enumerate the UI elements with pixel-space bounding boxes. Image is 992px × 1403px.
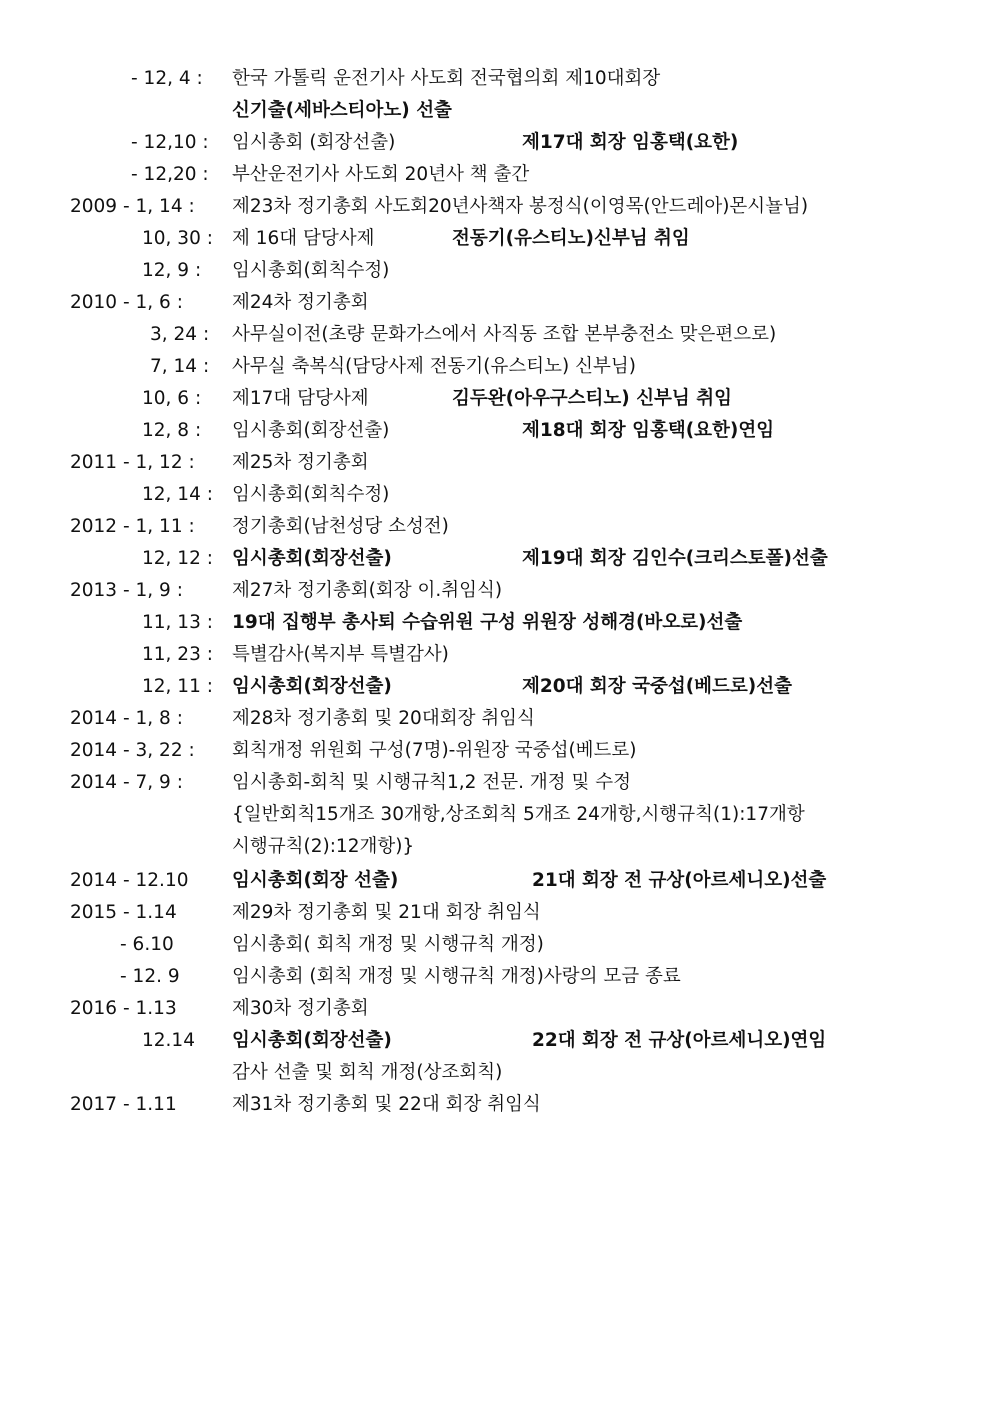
entry-date: - 12. 9	[120, 966, 180, 987]
entry-text: 임시총회(회장 선출)	[232, 870, 399, 891]
entry-text: 임시총회(회장선출)	[232, 420, 390, 441]
entry-date: 2014 - 1, 8 :	[70, 708, 183, 729]
entry-text: 제25차 정기총회	[232, 452, 369, 473]
entry-highlight: 제20대 회장 국중섭(베드로)선출	[522, 676, 792, 697]
entry-text: 감사 선출 및 회칙 개정(상조회칙)	[232, 1062, 503, 1083]
entry-highlight: 김두완(아우구스티노) 신부님 취임	[452, 388, 732, 409]
entry-date: 12, 8 :	[142, 420, 202, 441]
entry-highlight: 전동기(유스티노)신부님 취임	[452, 228, 690, 249]
entry-date: 2014 - 12.10	[70, 870, 189, 891]
entry-date: 2009 - 1, 14 :	[70, 196, 195, 217]
entry-date: 2014 - 3, 22 :	[70, 740, 195, 761]
entry-text: 임시총회 (회칙 개정 및 시행규칙 개정)사랑의 모금 종료	[232, 966, 681, 987]
entry-text: {일반회칙15개조 30개항,상조회칙 5개조 24개항,시행규칙(1):17개항	[232, 804, 805, 825]
entry-text: 임시총회 (회장선출)	[232, 132, 396, 153]
entry-text: 제30차 정기총회	[232, 998, 369, 1019]
entry-date: 2011 - 1, 12 :	[70, 452, 195, 473]
entry-text: 제27차 정기총회(회장 이.취임식)	[232, 580, 503, 601]
entry-text: 제31차 정기총회 및 22대 회장 취임식	[232, 1094, 541, 1115]
entry-date: 7, 14 :	[150, 356, 210, 377]
entry-date: - 6.10	[120, 934, 174, 955]
entry-date: 12, 11 :	[142, 676, 213, 697]
entry-text: 회칙개정 위원회 구성(7명)-위원장 국중섭(베드로)	[232, 740, 637, 761]
entry-text: 19대 집행부 총사퇴 수습위원 구성 위원장 성해경(바오로)선출	[232, 612, 743, 633]
entry-date: - 12,20 :	[131, 164, 209, 185]
entry-text: 제 16대 담당사제	[232, 228, 375, 249]
entry-date: 3, 24 :	[150, 324, 210, 345]
entry-text: 임시총회(회칙수정)	[232, 484, 390, 505]
entry-text: 임시총회-회칙 및 시행규칙1,2 전문. 개정 및 수정	[232, 772, 631, 793]
entry-date: 2016 - 1.13	[70, 998, 177, 1019]
entry-date: 12, 14 :	[142, 484, 213, 505]
entry-date: 10, 30 :	[142, 228, 213, 249]
entry-text: 시행규칙(2):12개항)}	[232, 836, 415, 857]
entry-date: - 12, 4 :	[131, 68, 203, 89]
entry-date: 2012 - 1, 11 :	[70, 516, 195, 537]
entry-date: 2013 - 1, 9 :	[70, 580, 183, 601]
entry-text: 임시총회(회장선출)	[232, 1030, 392, 1051]
entry-date: 11, 23 :	[142, 644, 213, 665]
entry-date: 12.14	[142, 1030, 195, 1051]
entry-highlight: 22대 회장 전 규상(아르세니오)연임	[532, 1030, 827, 1051]
entry-text: 제23차 정기총회 사도회20년사책자 봉정식(이영목(안드레아)몬시뇰님)	[232, 196, 809, 217]
entry-date: 2010 - 1, 6 :	[70, 292, 183, 313]
entry-date: 2014 - 7, 9 :	[70, 772, 183, 793]
entry-text: 한국 가톨릭 운전기사 사도회 전국협의회 제10대회장	[232, 68, 661, 89]
entry-date: - 12,10 :	[131, 132, 209, 153]
entry-text: 특별감사(복지부 특별감사)	[232, 644, 449, 665]
entry-date: 12, 12 :	[142, 548, 213, 569]
entry-highlight: 제18대 회장 임홍택(요한)연임	[522, 420, 775, 441]
entry-text: 제29차 정기총회 및 21대 회장 취임식	[232, 902, 541, 923]
entry-highlight: 제17대 회장 임홍택(요한)	[522, 132, 739, 153]
entry-text: 제17대 담당사제	[232, 388, 369, 409]
entry-text: 신기출(세바스티아노) 선출	[232, 100, 452, 121]
entry-text: 제28차 정기총회 및 20대회장 취임식	[232, 708, 535, 729]
entry-date: 10, 6 :	[142, 388, 202, 409]
entry-highlight: 21대 회장 전 규상(아르세니오)선출	[532, 870, 827, 891]
entry-text: 제24차 정기총회	[232, 292, 369, 313]
entry-text: 임시총회( 회칙 개정 및 시행규칙 개정)	[232, 934, 544, 955]
entry-date: 11, 13 :	[142, 612, 213, 633]
entry-date: 2015 - 1.14	[70, 902, 177, 923]
entry-date: 2017 - 1.11	[70, 1094, 177, 1115]
entry-text: 사무실 축복식(담당사제 전동기(유스티노) 신부님)	[232, 356, 636, 377]
entry-text: 정기총회(남천성당 소성전)	[232, 516, 449, 537]
entry-text: 부산운전기사 사도회 20년사 책 출간	[232, 164, 530, 185]
entry-date: 12, 9 :	[142, 260, 202, 281]
entry-highlight: 제19대 회장 김인수(크리스토폴)선출	[522, 548, 828, 569]
entry-text: 사무실이전(초량 문화가스에서 사직동 조합 본부충전소 맞은편으로)	[232, 324, 777, 345]
entry-text: 임시총회(회장선출)	[232, 676, 392, 697]
entry-text: 임시총회(회칙수정)	[232, 260, 390, 281]
entry-text: 임시총회(회장선출)	[232, 548, 392, 569]
